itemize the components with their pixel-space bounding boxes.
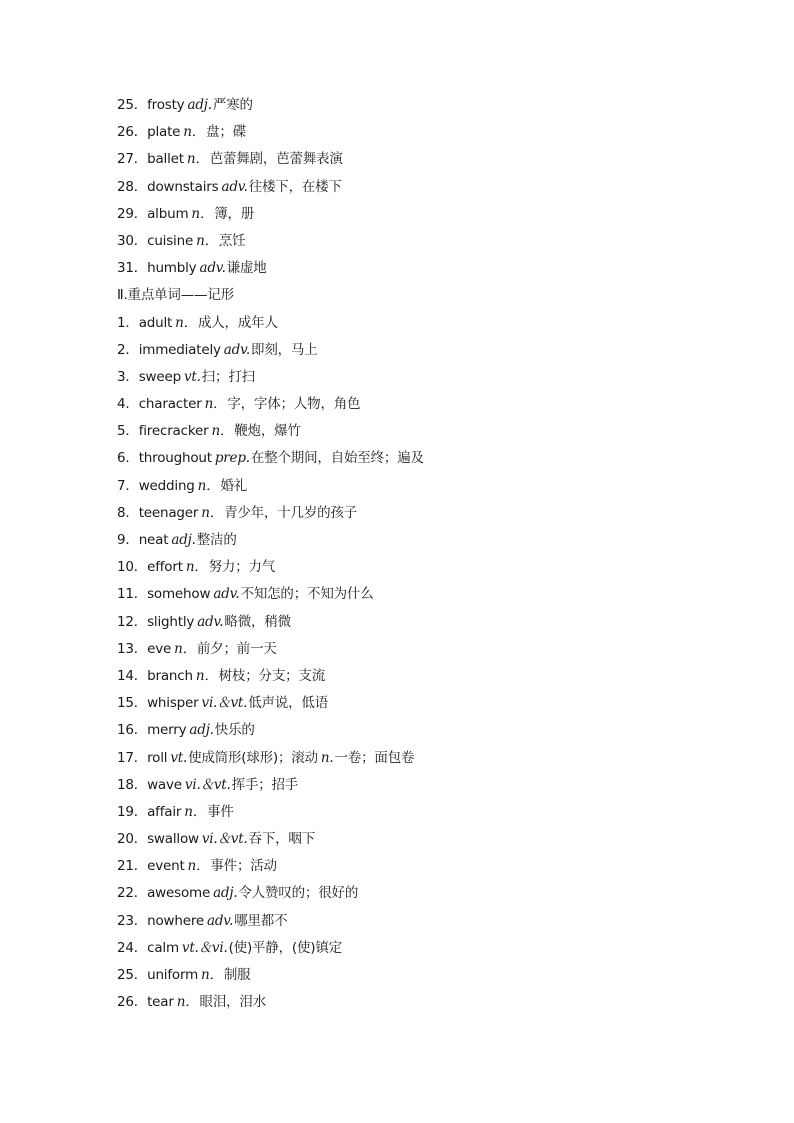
list-item [117, 393, 757, 420]
list-item [117, 855, 757, 882]
item-meaning: 眼泪，泪水 [199, 994, 267, 1011]
item-meaning: 略微，稍微 [224, 613, 291, 630]
list-item [117, 611, 757, 638]
item-pos: n． [183, 124, 206, 141]
item-word: roll [147, 749, 168, 766]
list-item [117, 420, 757, 447]
list-item [117, 719, 757, 746]
item-pos: n． [186, 151, 209, 168]
item-pos: vt. [183, 368, 201, 385]
item-pos: vi.＆vt. [184, 776, 231, 793]
list-item [117, 774, 757, 801]
item-pos: adv. [199, 260, 226, 277]
item-pos: n． [211, 423, 234, 440]
item-pos: adv. [213, 586, 240, 603]
item-meaning: 芭蕾舞剧，芭蕾舞表演 [209, 151, 343, 168]
item-pos: n． [185, 559, 208, 576]
list-item [117, 964, 757, 991]
item-number: 19． [117, 803, 148, 820]
item-meaning-secondary: 一卷；面包卷 [334, 749, 415, 766]
item-word: tear [147, 994, 174, 1011]
item-number: 17． [117, 749, 148, 766]
item-word: ballet [147, 151, 184, 168]
item-pos: adj. [189, 722, 214, 739]
item-pos: n． [184, 803, 207, 820]
list-item [117, 910, 757, 937]
list-item [117, 991, 757, 1018]
item-pos: n． [197, 477, 220, 494]
item-pos: adj. [171, 532, 196, 548]
list-item [117, 747, 757, 774]
list-item [117, 475, 757, 502]
item-word: frosty [147, 97, 185, 113]
item-number: 25． [117, 967, 148, 983]
item-pos: adv. [197, 613, 224, 630]
item-meaning: 不知怎的；不知为什么 [240, 586, 374, 603]
item-number: 15． [117, 695, 148, 712]
item-word: wave [147, 776, 182, 793]
item-word: uniform [147, 967, 199, 983]
item-meaning: 挥手；招手 [231, 776, 299, 793]
item-meaning: 在整个期间，自始至终；遍及 [250, 450, 424, 467]
item-meaning: 鞭炮，爆竹 [234, 423, 301, 440]
item-word: eve [147, 640, 172, 657]
item-number: 31． [117, 260, 148, 277]
item-meaning: 簿，册 [214, 205, 255, 222]
item-number: 20． [117, 831, 148, 848]
item-meaning: 哪里都不 [234, 912, 288, 929]
item-pos: n． [191, 205, 214, 222]
item-pos: n． [187, 858, 210, 875]
item-word: adult [138, 314, 173, 331]
item-number: 4． [117, 396, 139, 413]
item-word: whisper [147, 695, 199, 712]
item-meaning: 整洁的 [196, 532, 237, 548]
list-item [117, 556, 757, 583]
item-meaning: 扫；打扫 [201, 368, 255, 385]
item-word: merry [147, 722, 187, 739]
item-word: plate [147, 124, 181, 141]
item-pos: n． [196, 232, 218, 249]
item-pos: n． [201, 967, 223, 983]
list-item [117, 339, 757, 366]
item-meaning: 婚礼 [220, 477, 248, 494]
item-meaning: 严寒的 [212, 97, 253, 113]
item-meaning: 谦虚地 [226, 260, 267, 277]
list-item [117, 176, 757, 203]
item-number: 28． [117, 178, 148, 195]
item-pos: n． [204, 396, 227, 413]
item-pos: vi.＆vt. [201, 695, 248, 712]
item-meaning: 成人，成年人 [197, 314, 278, 331]
item-number: 1． [117, 314, 139, 331]
item-word: effort [147, 559, 183, 576]
item-word: somehow [147, 586, 211, 603]
item-pos: adj. [213, 885, 238, 902]
item-pos: adj. [187, 97, 212, 113]
item-number: 8． [117, 504, 139, 521]
list-item [117, 312, 757, 339]
item-number: 16． [117, 722, 148, 739]
item-number: 13． [117, 640, 148, 657]
item-number: 3． [117, 368, 139, 385]
item-word: awesome [147, 885, 211, 902]
item-word: firecracker [138, 423, 209, 440]
item-pos: n． [176, 994, 199, 1011]
item-word: wedding [138, 477, 195, 494]
item-pos: n． [201, 504, 224, 521]
list-item [117, 692, 757, 719]
item-number: 7． [117, 477, 139, 494]
item-pos: adv. [223, 341, 251, 358]
item-word: throughout [138, 450, 212, 467]
item-pos: n． [175, 314, 197, 331]
list-item [117, 203, 757, 230]
item-number: 5． [117, 423, 139, 440]
item-meaning: 前夕；前一天 [196, 640, 277, 657]
item-word: humbly [147, 260, 197, 277]
item-number: 14． [117, 667, 148, 684]
item-number: 29． [117, 205, 148, 222]
item-number: 6． [117, 450, 139, 467]
item-meaning: 事件；活动 [210, 858, 277, 875]
item-meaning: 令人赞叹的；很好的 [238, 885, 359, 902]
list-item [117, 638, 757, 665]
item-pos: adv. [221, 178, 248, 195]
list-item [117, 447, 757, 474]
item-number: 11． [117, 586, 148, 603]
list-item [117, 94, 757, 121]
item-word: teenager [138, 504, 199, 521]
item-meaning: 字，字体；人物，角色 [227, 396, 361, 413]
item-meaning: 往楼下，在楼下 [248, 178, 342, 195]
item-meaning: 低声说，低语 [248, 695, 329, 712]
item-word: nowhere [147, 912, 204, 929]
item-number: 23． [117, 912, 148, 929]
item-word: branch [147, 667, 193, 684]
item-meaning: 使成筒形(球形)；滚动 [188, 749, 318, 766]
list-item [117, 882, 757, 909]
list-item [117, 937, 757, 964]
item-meaning: 盘；碟 [206, 124, 246, 141]
item-pos: vt.＆vi. [181, 939, 228, 956]
list-item [117, 121, 757, 148]
list-item [117, 583, 757, 610]
item-number: 27． [117, 151, 148, 168]
item-pos: adv. [206, 912, 234, 929]
item-word: swallow [147, 831, 199, 848]
item-pos-secondary: n. [320, 749, 334, 766]
list-item [117, 801, 757, 828]
list-item [117, 366, 757, 393]
item-word: calm [147, 939, 179, 956]
item-number: 24． [117, 939, 148, 956]
list-item [117, 148, 757, 175]
item-meaning: 树枝；分支；支流 [218, 667, 326, 684]
item-meaning: 吞下，咽下 [248, 831, 316, 848]
item-number: 26． [117, 124, 148, 141]
item-word: cuisine [147, 232, 194, 249]
item-word: slightly [147, 613, 195, 630]
item-number: 22． [117, 885, 148, 902]
item-meaning: 即刻，马上 [251, 341, 318, 358]
item-word: downstairs [147, 178, 219, 195]
item-word: neat [138, 532, 169, 548]
item-number: 30． [117, 232, 148, 249]
item-number: 9． [117, 532, 139, 548]
item-number: 10． [117, 559, 148, 576]
item-pos: vi.＆vt. [201, 831, 248, 848]
list-item [117, 257, 757, 284]
vocabulary-list [117, 94, 757, 1018]
item-meaning: 制服 [223, 967, 251, 983]
item-meaning: 青少年，十几岁的孩子 [224, 504, 358, 521]
item-word: event [147, 858, 185, 875]
item-meaning: 快乐的 [214, 722, 255, 739]
item-word: character [138, 396, 202, 413]
item-number: 26． [117, 994, 148, 1011]
list-item [117, 828, 757, 855]
item-meaning: 事件 [207, 803, 234, 820]
item-word: album [147, 205, 189, 222]
item-number: 12． [117, 613, 148, 630]
list-item [117, 230, 757, 257]
item-meaning: (使)平静，(使)镇定 [228, 939, 342, 956]
item-pos: n． [195, 667, 218, 684]
list-item [117, 665, 757, 692]
item-number: 18． [117, 776, 148, 793]
item-pos: vt. [170, 749, 188, 766]
item-number: 25． [117, 97, 148, 113]
item-number: 2． [117, 341, 139, 358]
item-word: sweep [138, 368, 181, 385]
list-item [117, 529, 757, 556]
item-pos: n． [174, 640, 196, 657]
item-meaning: 努力；力气 [208, 559, 276, 576]
item-word: immediately [138, 341, 221, 358]
item-meaning: 烹饪 [218, 232, 246, 249]
item-word: affair [147, 803, 182, 820]
list-item [117, 502, 757, 529]
section-heading: Ⅱ.重点单词——记形 [117, 287, 234, 304]
item-number: 21． [117, 858, 148, 875]
item-pos: prep. [214, 450, 250, 467]
